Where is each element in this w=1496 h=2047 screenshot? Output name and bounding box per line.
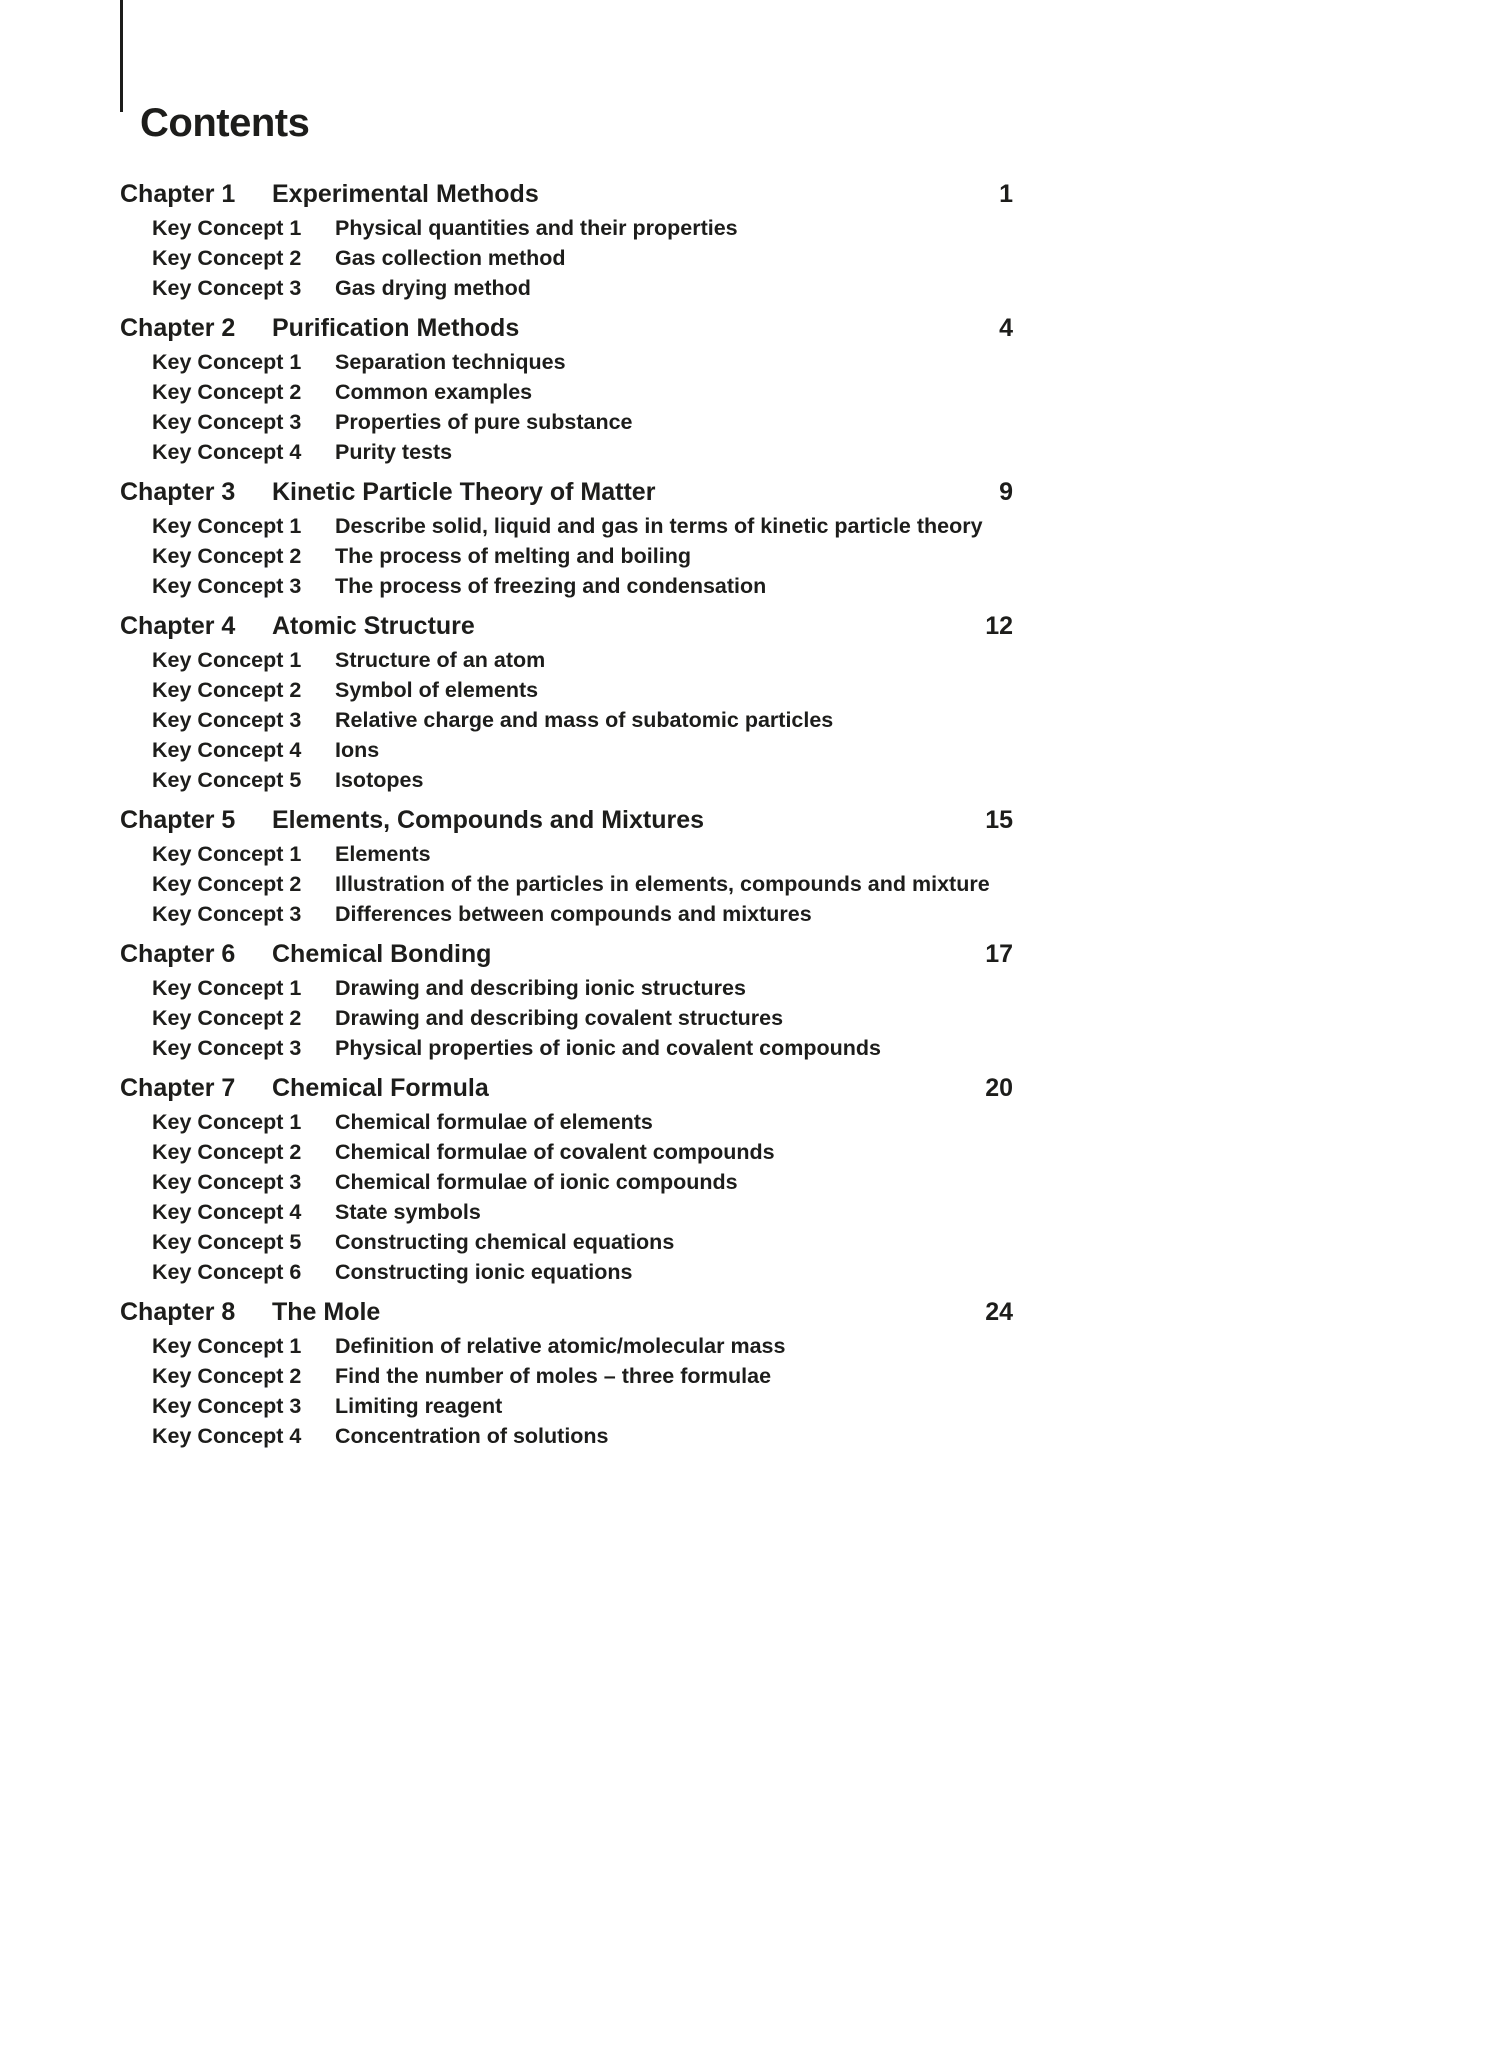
- key-concept-row: [120, 1197, 1013, 1227]
- chapter-page-number: 24: [985, 1298, 1013, 1326]
- key-concept-text: Separation techniques: [335, 350, 566, 374]
- chapter-entry: [120, 178, 1013, 303]
- chapter-heading-row: [120, 1296, 1013, 1328]
- key-concept-text: Chemical formulae of ionic compounds: [335, 1170, 738, 1194]
- key-concept-label: Key Concept 3: [152, 410, 302, 434]
- chapter-label: Chapter 3: [120, 478, 236, 506]
- key-concept-row: [120, 511, 1013, 541]
- chapter-entry: [120, 938, 1013, 1063]
- key-concept-text: Gas collection method: [335, 246, 566, 270]
- key-concept-label: Key Concept 2: [152, 1006, 302, 1030]
- key-concept-row: [120, 571, 1013, 601]
- key-concept-row: [120, 1421, 1013, 1451]
- key-concept-label: Key Concept 2: [152, 246, 302, 270]
- key-concept-row: [120, 645, 1013, 675]
- key-concept-text: Symbol of elements: [335, 678, 539, 702]
- key-concept-row: [120, 407, 1013, 437]
- chapter-entry: [120, 1296, 1013, 1451]
- key-concept-label: Key Concept 1: [152, 648, 302, 672]
- key-concept-label: Key Concept 4: [152, 1200, 302, 1224]
- table-of-contents: [120, 160, 1013, 1451]
- key-concept-text: The process of melting and boiling: [335, 544, 691, 568]
- key-concept-row: [120, 705, 1013, 735]
- key-concept-row: [120, 1227, 1013, 1257]
- chapter-label: Chapter 4: [120, 612, 236, 640]
- chapter-title: Chemical Formula: [272, 1074, 489, 1102]
- key-concept-label: Key Concept 6: [152, 1260, 302, 1284]
- chapter-title: Chemical Bonding: [272, 940, 492, 968]
- key-concept-label: Key Concept 2: [152, 1140, 302, 1164]
- key-concept-row: [120, 1331, 1013, 1361]
- key-concept-text: Concentration of solutions: [335, 1424, 609, 1448]
- key-concept-label: Key Concept 3: [152, 902, 302, 926]
- chapter-title: Kinetic Particle Theory of Matter: [272, 478, 656, 506]
- key-concept-text: Constructing ionic equations: [335, 1260, 633, 1284]
- chapter-title: Purification Methods: [272, 314, 520, 342]
- key-concept-row: [120, 973, 1013, 1003]
- key-concept-label: Key Concept 1: [152, 514, 302, 538]
- chapter-heading-row: [120, 938, 1013, 970]
- key-concept-row: [120, 735, 1013, 765]
- key-concept-text: Illustration of the particles in elements, compounds and mixture: [335, 872, 990, 896]
- key-concept-text: Find the number of moles – three formulae: [335, 1364, 772, 1388]
- key-concept-text: Purity tests: [335, 440, 453, 464]
- key-concept-text: Gas drying method: [335, 276, 531, 300]
- chapter-heading-row: [120, 610, 1013, 642]
- key-concept-row: [120, 869, 1013, 899]
- key-concept-row: [120, 899, 1013, 929]
- key-concept-text: Limiting reagent: [335, 1394, 503, 1418]
- chapter-entry: [120, 476, 1013, 601]
- key-concept-label: Key Concept 3: [152, 574, 302, 598]
- key-concept-label: Key Concept 2: [152, 678, 302, 702]
- key-concept-text: Elements: [335, 842, 431, 866]
- key-concept-text: Common examples: [335, 380, 533, 404]
- key-concept-text: Constructing chemical equations: [335, 1230, 675, 1254]
- key-concept-label: Key Concept 4: [152, 440, 302, 464]
- chapter-entry: [120, 610, 1013, 795]
- key-concept-row: [120, 273, 1013, 303]
- chapter-label: Chapter 7: [120, 1074, 236, 1102]
- chapter-title: Atomic Structure: [272, 612, 475, 640]
- chapter-page-number: 1: [999, 180, 1013, 208]
- key-concept-text: Describe solid, liquid and gas in terms of kinetic particle theory: [335, 514, 983, 538]
- key-concept-row: [120, 675, 1013, 705]
- key-concept-label: Key Concept 1: [152, 1110, 302, 1134]
- key-concept-text: Structure of an atom: [335, 648, 546, 672]
- key-concept-row: [120, 347, 1013, 377]
- chapter-page-number: 12: [985, 612, 1013, 640]
- chapter-heading-row: [120, 178, 1013, 210]
- chapter-page-number: 17: [985, 940, 1013, 968]
- key-concept-row: [120, 437, 1013, 467]
- key-concept-row: [120, 1361, 1013, 1391]
- chapter-label: Chapter 2: [120, 314, 236, 342]
- key-concept-label: Key Concept 5: [152, 1230, 302, 1254]
- key-concept-row: [120, 1167, 1013, 1197]
- key-concept-text: Physical quantities and their properties: [335, 216, 738, 240]
- chapter-title: Experimental Methods: [272, 180, 539, 208]
- key-concept-label: Key Concept 3: [152, 1036, 302, 1060]
- key-concept-text: The process of freezing and condensation: [335, 574, 767, 598]
- key-concept-row: [120, 1137, 1013, 1167]
- chapter-page-number: 4: [999, 314, 1013, 342]
- key-concept-label: Key Concept 1: [152, 1334, 302, 1358]
- key-concept-text: Properties of pure substance: [335, 410, 633, 434]
- top-left-rule: [120, 0, 123, 112]
- key-concept-label: Key Concept 4: [152, 1424, 302, 1448]
- key-concept-label: Key Concept 4: [152, 738, 302, 762]
- key-concept-text: Physical properties of ionic and covalent compounds: [335, 1036, 881, 1060]
- key-concept-label: Key Concept 1: [152, 842, 302, 866]
- key-concept-text: Drawing and describing ionic structures: [335, 976, 746, 1000]
- key-concept-row: [120, 1257, 1013, 1287]
- chapter-heading-row: [120, 476, 1013, 508]
- chapter-heading-row: [120, 804, 1013, 836]
- key-concept-row: [120, 243, 1013, 273]
- key-concept-label: Key Concept 2: [152, 544, 302, 568]
- chapter-title: Elements, Compounds and Mixtures: [272, 806, 705, 834]
- key-concept-text: Definition of relative atomic/molecular mass: [335, 1334, 786, 1358]
- key-concept-text: State symbols: [335, 1200, 481, 1224]
- key-concept-label: Key Concept 3: [152, 708, 302, 732]
- key-concept-row: [120, 765, 1013, 795]
- chapter-heading-row: [120, 1072, 1013, 1104]
- key-concept-label: Key Concept 3: [152, 1170, 302, 1194]
- key-concept-row: [120, 377, 1013, 407]
- chapter-label: Chapter 6: [120, 940, 236, 968]
- chapter-page-number: 9: [999, 478, 1013, 506]
- chapter-page-number: 15: [985, 806, 1013, 834]
- key-concept-text: Drawing and describing covalent structures: [335, 1006, 784, 1030]
- key-concept-row: [120, 1391, 1013, 1421]
- key-concept-text: Isotopes: [335, 768, 424, 792]
- key-concept-text: Relative charge and mass of subatomic particles: [335, 708, 834, 732]
- key-concept-row: [120, 213, 1013, 243]
- chapter-label: Chapter 1: [120, 180, 236, 208]
- key-concept-label: Key Concept 3: [152, 276, 302, 300]
- chapter-label: Chapter 8: [120, 1298, 236, 1326]
- key-concept-label: Key Concept 1: [152, 976, 302, 1000]
- key-concept-label: Key Concept 1: [152, 216, 302, 240]
- key-concept-label: Key Concept 3: [152, 1394, 302, 1418]
- chapter-entry: [120, 1072, 1013, 1287]
- key-concept-text: Differences between compounds and mixtures: [335, 902, 812, 926]
- chapter-page-number: 20: [985, 1074, 1013, 1102]
- key-concept-row: [120, 839, 1013, 869]
- key-concept-text: Ions: [335, 738, 380, 762]
- chapter-entry: [120, 804, 1013, 929]
- key-concept-row: [120, 541, 1013, 571]
- chapter-title: The Mole: [272, 1298, 381, 1326]
- key-concept-text: Chemical formulae of covalent compounds: [335, 1140, 775, 1164]
- key-concept-text: Chemical formulae of elements: [335, 1110, 653, 1134]
- chapter-heading-row: [120, 312, 1013, 344]
- key-concept-row: [120, 1003, 1013, 1033]
- chapter-label: Chapter 5: [120, 806, 236, 834]
- key-concept-row: [120, 1033, 1013, 1063]
- chapter-entry: [120, 312, 1013, 467]
- key-concept-label: Key Concept 1: [152, 350, 302, 374]
- key-concept-label: Key Concept 2: [152, 872, 302, 896]
- page-title: Contents: [140, 101, 310, 145]
- key-concept-row: [120, 1107, 1013, 1137]
- key-concept-label: Key Concept 2: [152, 1364, 302, 1388]
- key-concept-label: Key Concept 5: [152, 768, 302, 792]
- key-concept-label: Key Concept 2: [152, 380, 302, 404]
